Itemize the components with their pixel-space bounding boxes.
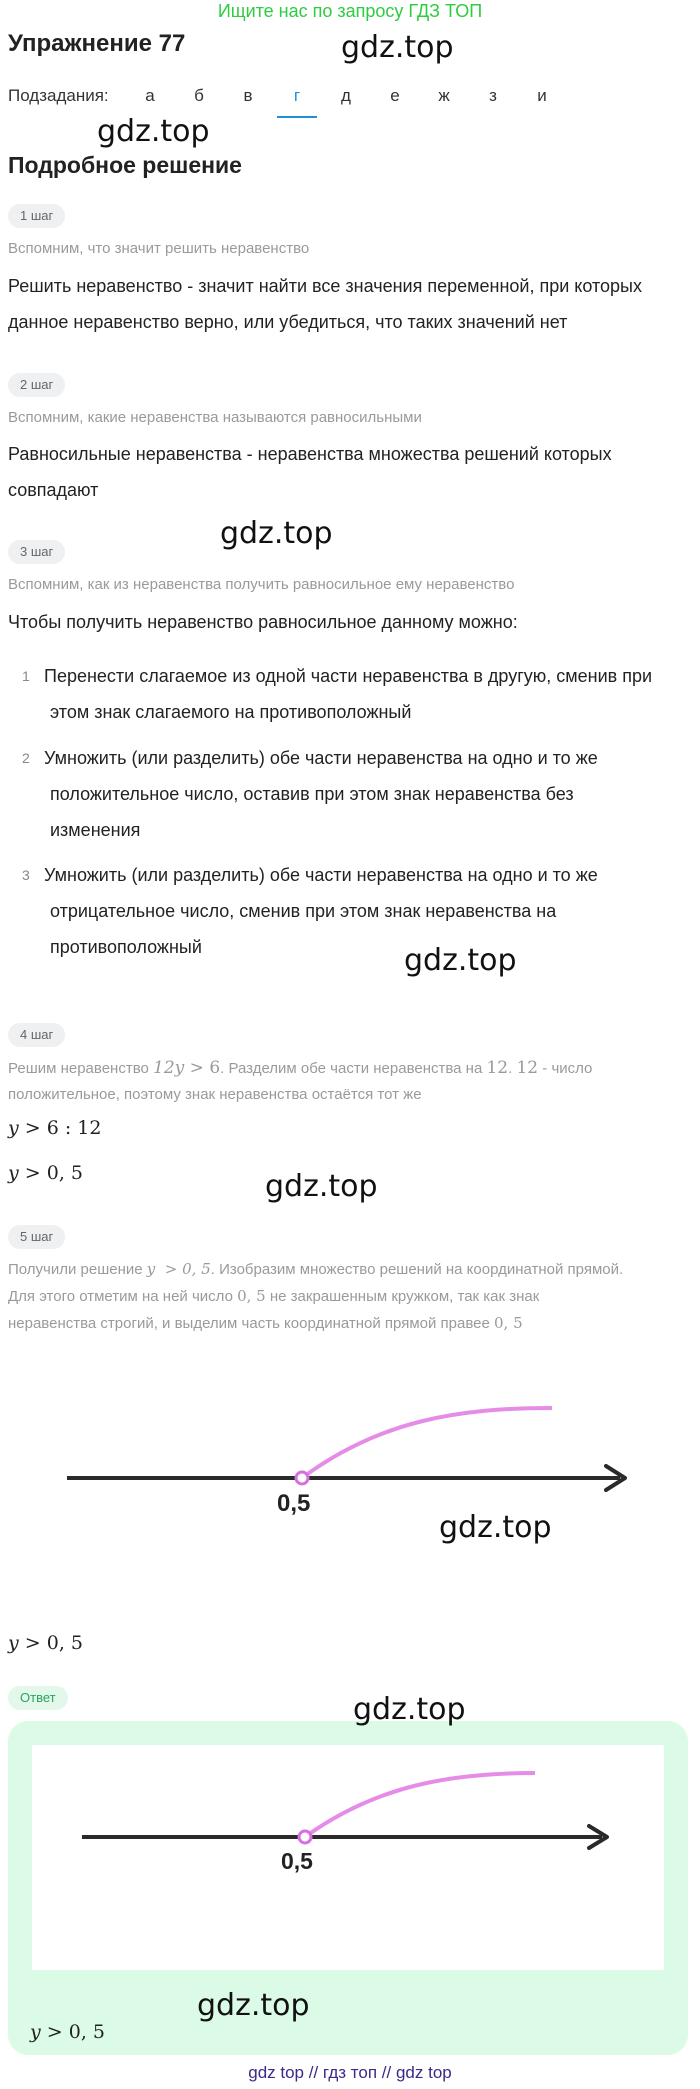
watermark: gdz.top — [439, 1510, 552, 1545]
math-op: > — [184, 1058, 210, 1078]
watermark: gdz.top — [353, 1692, 466, 1727]
math-expr: 6 — [209, 1058, 221, 1078]
math-line — [30, 2021, 105, 2043]
tab-e[interactable]: е — [390, 86, 400, 105]
list-number: 1 — [22, 668, 30, 684]
step-text: Чтобы получить неравенство равносильное данному можно: — [8, 612, 518, 632]
list-number: 2 — [22, 750, 30, 766]
text-line: Перенести слагаемое из одной части неравенства в другую, сменив при — [44, 666, 653, 686]
tab-zh[interactable]: ж — [438, 86, 450, 105]
list-number: 3 — [22, 867, 30, 883]
text-line: изменения — [50, 820, 141, 840]
math-expr: y > 0, 5 — [146, 1260, 211, 1278]
tab-z[interactable]: з — [489, 86, 497, 105]
math-op: > — [18, 1162, 47, 1184]
text-line: этом знак слагаемого на противоположный — [50, 702, 412, 722]
text-line: положительное число, оставив при этом знак неравенства без — [50, 784, 574, 804]
tab-g[interactable]: г — [277, 86, 317, 106]
number-line-figure — [0, 1390, 700, 1540]
math-op: > — [40, 2021, 69, 2043]
answer-box — [8, 1721, 688, 2055]
tab-a[interactable]: а — [145, 86, 155, 105]
hint-text: . Разделим обе части неравенства на — [220, 1060, 487, 1077]
footer-link[interactable]: gdz top — [248, 2063, 305, 2082]
math-expr: 0, 5 — [68, 2021, 105, 2043]
hint-text: . — [508, 1060, 517, 1077]
step-badge: 4 шаг — [8, 1023, 65, 1047]
math-op: > — [18, 1632, 47, 1654]
text-line: Равносильные неравенства - неравенства множества решений которых — [8, 444, 612, 464]
math-line — [8, 1162, 83, 1184]
tab-d[interactable]: д — [341, 86, 351, 105]
math-expr: 0, 5 — [494, 1314, 523, 1332]
math-line — [8, 1632, 83, 1654]
hint-text: Получили решение — [8, 1261, 147, 1278]
footer-link[interactable]: гдз топ — [322, 2063, 378, 2082]
subtasks-label: Подзадания: — [8, 86, 109, 105]
footer-link[interactable]: gdz top — [395, 2063, 452, 2082]
text-line: Умножить (или разделить) обе части неравенства на одно и то же — [44, 748, 598, 768]
math-expr: 12 — [516, 1058, 539, 1078]
math-line — [8, 1117, 101, 1139]
solution-heading: Подробное решение — [8, 152, 242, 178]
math-expr: 12 — [486, 1058, 509, 1078]
tab-b[interactable]: б — [194, 86, 204, 105]
step-badge: 1 шаг — [8, 204, 65, 228]
math-expr: 0, 5 — [46, 1162, 83, 1184]
step-hint — [8, 1256, 688, 1337]
step-text — [8, 436, 688, 508]
text-line: Решить неравенство - значит найти все значения переменной, при которых — [8, 276, 642, 296]
open-point-icon — [296, 1472, 308, 1484]
answer-badge: Ответ — [8, 1686, 68, 1710]
hint-text: Для этого отметим на ней число — [8, 1288, 238, 1305]
hint-text: . Изобразим множество решений на координатной прямой. — [210, 1261, 624, 1278]
hint-text: Решим неравенство — [8, 1060, 153, 1077]
math-expr: 0, 5 — [46, 1632, 83, 1654]
math-var: y — [8, 1632, 19, 1654]
watermark: gdz.top — [220, 516, 333, 551]
math-var: y — [30, 2021, 41, 2043]
step-badge: 2 шаг — [8, 373, 65, 397]
watermark: gdz.top — [97, 114, 210, 149]
open-point-icon — [299, 1831, 311, 1843]
watermark: gdz.top — [197, 1988, 310, 2023]
step-hint: Вспомним, какие неравенства называются равносильными — [8, 409, 422, 426]
subtasks-nav — [8, 82, 608, 116]
watermark: gdz.top — [404, 943, 517, 978]
tab-v[interactable]: в — [243, 86, 253, 105]
footer-links — [0, 2063, 700, 2083]
footer-separator: // — [304, 2063, 323, 2082]
point-label: 0,5 — [281, 1848, 313, 1874]
answer-figure-panel — [32, 1745, 664, 1970]
solution-curve — [305, 1773, 535, 1837]
step-badge: 3 шаг — [8, 540, 65, 564]
text-line: отрицательное число, сменив при этом знак неравенства на — [50, 901, 557, 921]
math-expr: 12y — [153, 1058, 185, 1078]
hint-text: положительное, поэтому знак неравенства остаётся тот же — [8, 1086, 422, 1103]
hint-text: неравенства строгий, и выделим часть координатной прямой правее — [8, 1315, 495, 1332]
math-var: y — [8, 1162, 19, 1184]
math-op: > — [18, 1117, 47, 1139]
step-hint: Вспомним, что значит решить неравенство — [8, 240, 310, 257]
hint-text: - число — [538, 1060, 593, 1077]
text-line: Умножить (или разделить) обе части неравенства на одно и то же — [44, 865, 598, 885]
math-expr: 0, 5 — [237, 1287, 266, 1305]
hint-text: не закрашенным кружком, так как знак — [265, 1288, 540, 1305]
search-banner: Ищите нас по запросу ГДЗ ТОП — [217, 1, 483, 21]
step-hint — [8, 1055, 688, 1108]
math-var: y — [8, 1117, 19, 1139]
step-badge: 5 шаг — [8, 1225, 65, 1249]
text-line: совпадают — [8, 480, 99, 500]
number-line-figure — [32, 1745, 664, 1970]
watermark: gdz.top — [341, 30, 454, 65]
page-title: Упражнение 77 — [8, 30, 186, 57]
solution-curve — [302, 1408, 552, 1478]
text-line: противоположный — [50, 937, 202, 957]
tab-i[interactable]: и — [537, 86, 547, 105]
point-label: 0,5 — [277, 1490, 311, 1517]
footer-separator: // — [377, 2063, 396, 2082]
text-line: данное неравенство верно, или убедиться, что таких значений нет — [8, 312, 568, 332]
step-text — [8, 268, 688, 340]
watermark: gdz.top — [265, 1169, 378, 1204]
math-expr: 6 : 12 — [46, 1117, 102, 1139]
step-hint: Вспомним, как из неравенства получить равносильное ему неравенство — [8, 576, 515, 593]
